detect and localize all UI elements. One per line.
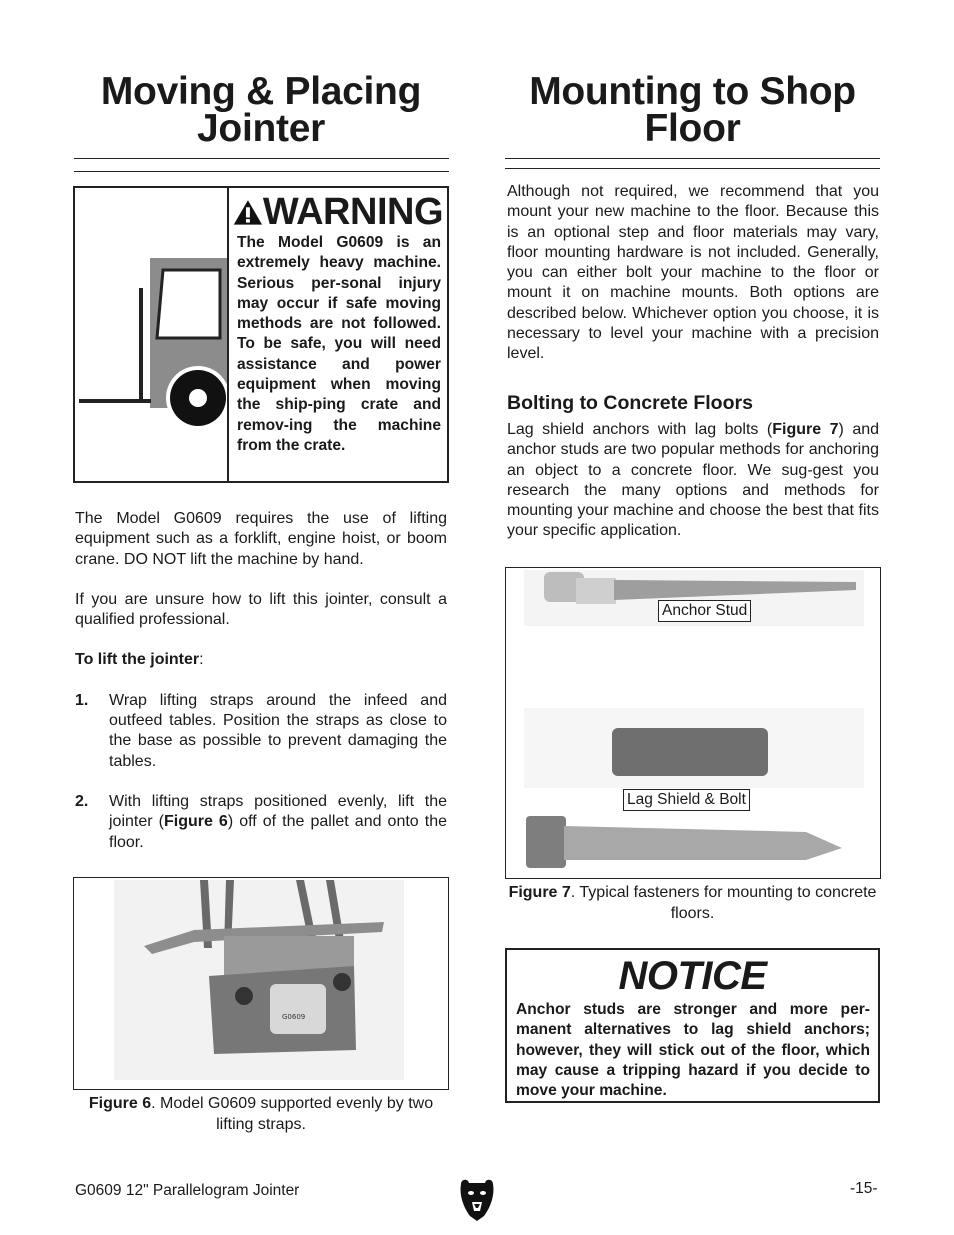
figure7-caption — [505, 883, 880, 924]
lag-shield-label: Lag Shield & Bolt — [623, 789, 750, 811]
right-heading — [505, 70, 880, 150]
warning-triangle-icon — [233, 195, 263, 229]
lag-bolt-head — [526, 816, 566, 868]
step-number: 1. — [75, 691, 89, 709]
notice-text: Anchor studs are stronger and more per-manent alternatives to lag shield anchors; however, they will stick out of the floor, which may cause a tripping hazard if you decide to move your machine. — [516, 1001, 870, 1100]
jointer-model-label: G0609 — [282, 1013, 306, 1021]
figure6-caption — [73, 1094, 449, 1135]
figure6-reference[interactable]: Figure 6 — [163, 813, 228, 831]
anchor-stud-label: Anchor Stud — [658, 600, 751, 622]
bolting-text-pre: Lag shield anchors with lag bolts ( — [507, 421, 773, 438]
forklift-illustration — [75, 188, 227, 481]
lift-steps — [75, 691, 447, 853]
mounting-intro: Although not required, we recommend that you mount your new machine to the floor. Because this is an optional step and floor materials may vary, floor mounting hardware is not included. Generally, you can either bolt your machine to the floor or mount it on machine mounts. Both options are described below. Whichever option you choose, it is necessary to level your machine with a precision level. — [507, 183, 879, 363]
forklift-window — [157, 270, 220, 338]
step-number: 2. — [75, 792, 89, 810]
warning-header — [233, 192, 443, 232]
figure6-caption-text: . Model G0609 supported evenly by two lifting straps. — [151, 1095, 434, 1133]
footer-title: G0609 12" Parallelogram Jointer — [75, 1182, 300, 1199]
step-text-pre: With lifting straps positioned evenly, lift the jointer ( — [109, 792, 447, 831]
figure6-box — [73, 877, 449, 1090]
left-heading-rule-top — [74, 158, 449, 159]
warning-divider — [227, 188, 229, 481]
list-item — [75, 792, 447, 853]
lifting-equipment-paragraph: The Model G0609 requires the use of lifting equipment such as a forklift, engine hoist, or boom crane. DO NOT lift the machine by hand. — [75, 510, 447, 568]
figure6-caption-ref: Figure 6 — [88, 1095, 152, 1112]
anchor-stud-washer — [576, 578, 616, 604]
step-text-post: ) off of the pallet and onto the floor. — [109, 813, 448, 851]
wheel-hub — [189, 389, 207, 407]
jointer-on-straps-image — [74, 878, 448, 1089]
jointer-panel — [270, 984, 326, 1034]
right-heading-rule-bottom — [505, 168, 880, 169]
figure7-caption-text: . Typical fasteners for mounting to concrete floors. — [570, 884, 877, 922]
right-heading-line2: Floor — [644, 107, 741, 150]
left-heading — [74, 70, 448, 150]
bolting-paragraph — [507, 420, 879, 542]
jointer-knob — [333, 973, 351, 991]
right-heading-rule-top — [505, 158, 880, 159]
page-number: -15- — [850, 1180, 878, 1197]
jointer-knob — [235, 987, 253, 1005]
lift-heading-label: To lift the jointer — [75, 651, 200, 669]
lag-shield — [612, 728, 768, 776]
bolting-subheading-text: Bolting to Concrete Floors — [507, 392, 753, 414]
bear-logo-icon — [458, 1178, 496, 1222]
lag-bolt-shaft — [564, 826, 842, 860]
figure7-box — [505, 567, 881, 879]
consult-paragraph: If you are unsure how to lift this jointer, consult a qualified professional. — [75, 590, 447, 629]
notice-title: NOTICE — [618, 954, 767, 998]
left-heading-line1: Moving & Placing — [100, 70, 422, 113]
left-heading-line2: Jointer — [197, 107, 325, 150]
list-item — [75, 691, 447, 772]
warning-text: The Model G0609 is an extremely heavy machine. Serious per-sonal injury may occur if safe moving methods are not followed. To be safe, you will need assistance and power equipment when moving the ship-ping crate and remov-ing the machine from the crate. — [237, 234, 441, 454]
bolting-text-post: ) and anchor studs are two popular methods for anchoring an object to a concrete floor. We sug-gest you research the many options and methods for mounting your machine and choose the best that fits your specific application. — [507, 421, 880, 540]
right-heading-line1: Mounting to Shop — [529, 70, 856, 113]
left-body — [75, 509, 447, 873]
bolting-subheading — [507, 392, 879, 415]
left-heading-rule-bottom — [74, 171, 449, 172]
lift-heading — [75, 650, 447, 670]
lift-heading-colon: : — [199, 651, 204, 669]
notice-box — [505, 948, 880, 1103]
step-text: Wrap lifting straps around the infeed and outfeed tables. Position the straps as close to the base as possible to prevent damaging the tables. — [109, 691, 447, 770]
warning-box — [73, 186, 449, 483]
figure7-caption-ref: Figure 7 — [508, 884, 571, 901]
warning-title: WARNING — [262, 191, 443, 233]
figure7-reference[interactable]: Figure 7 — [772, 421, 839, 438]
